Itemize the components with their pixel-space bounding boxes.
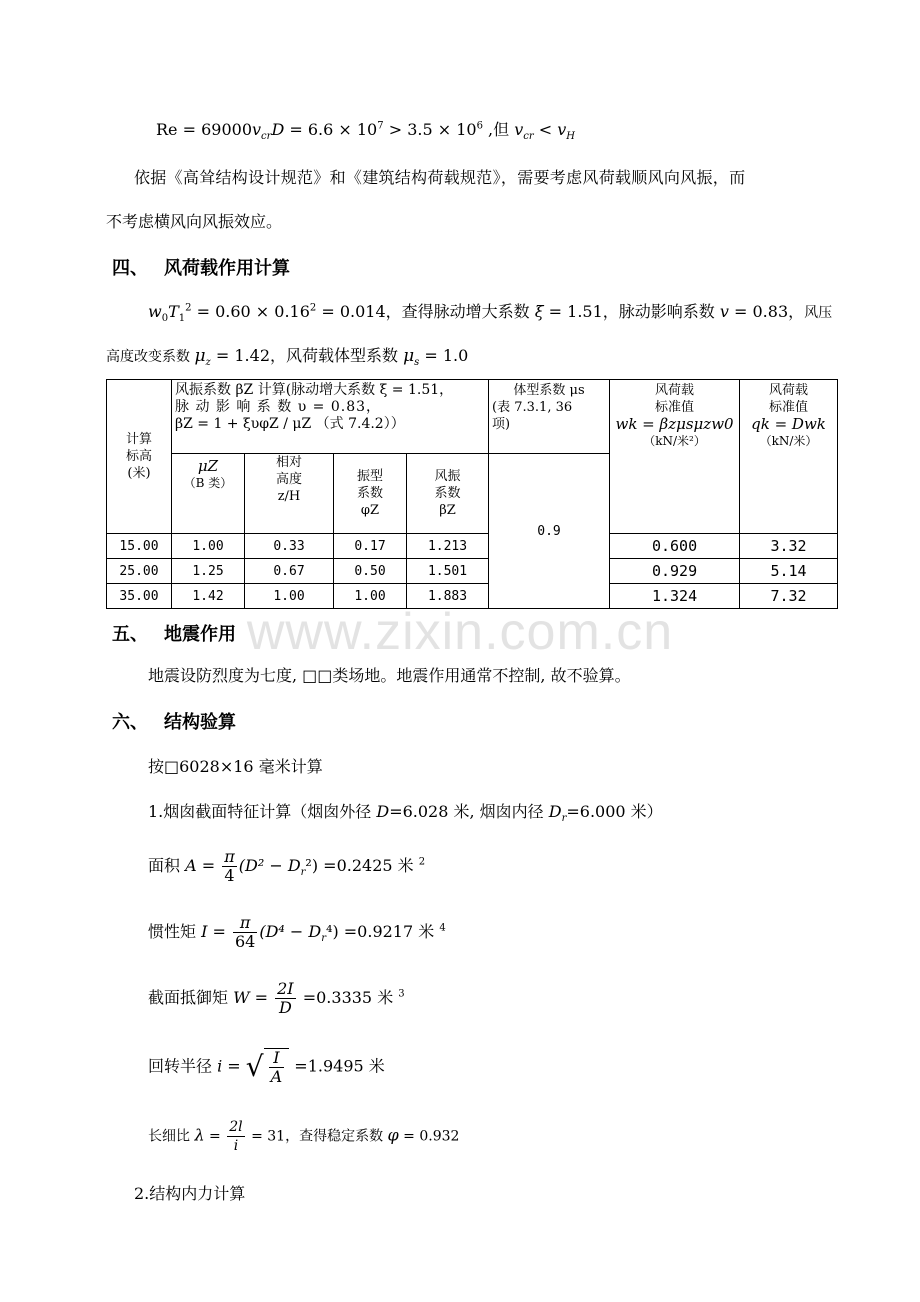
cell-beta: 1.883 bbox=[407, 584, 489, 609]
cell-relative-height: 0.67 bbox=[245, 559, 334, 584]
seismic-note: 地震设防烈度为七度, □□类场地。地震作用通常不控制, 故不验算。 bbox=[148, 666, 631, 685]
cell-mode: 0.17 bbox=[334, 534, 407, 559]
area-formula: 面积 A = $\frac{\pi}{4}$ $(D^2 - D_r^2) =0.2425$ 米 $^2$ bbox=[148, 847, 426, 885]
cell-mu: 1.00 bbox=[172, 534, 245, 559]
subheader-vibration-coefficient: 风振 系数 βZ bbox=[407, 454, 489, 534]
cell-qk: 7.32 bbox=[740, 584, 838, 609]
section-modulus-formula: 截面抵御矩 W = $\frac{2I}{D}$ =0.3335 米 $^3$ bbox=[148, 979, 405, 1017]
cell-wk: 1.324 bbox=[610, 584, 740, 609]
cell-height: 25.00 bbox=[107, 559, 172, 584]
section-heading: 五、 地震作用 bbox=[112, 624, 236, 645]
cell-height: 35.00 bbox=[107, 584, 172, 609]
table-row bbox=[107, 534, 838, 559]
wind-coefficients-line: 高度改变系数 $\mu_z = 1.42$，风荷载体型系数 $\mu_s = 1.0$ bbox=[106, 346, 469, 368]
paragraph-line: 不考虑横风向风振效应。 bbox=[106, 212, 283, 231]
cell-wk: 0.600 bbox=[610, 534, 740, 559]
cell-height: 15.00 bbox=[107, 534, 172, 559]
paragraph-line: 依据《高耸结构设计规范》和《建筑结构荷载规范》，需要考虑风荷载顺风向风振，而 bbox=[134, 168, 746, 187]
column-header-wind-vibration: 风振系数 βZ 计算(脉动增大系数 ξ = 1.51， 脉 动 影 响 系 数 υ = 0.83， βZ = 1 + ξυφZ / μZ （式 7.4.2）） bbox=[172, 380, 489, 454]
section-heading: 六、 结构验算 bbox=[112, 712, 236, 733]
cell-relative-height: 0.33 bbox=[245, 534, 334, 559]
cell-mode: 0.50 bbox=[334, 559, 407, 584]
inertia-formula: 惯性矩 I = $\frac{\pi}{64}$ $(D^4 - D_r^4) =0.9217$ 米 $^4$ bbox=[148, 913, 446, 951]
shape-coefficient-value: 0.9 bbox=[489, 454, 610, 609]
cell-beta: 1.501 bbox=[407, 559, 489, 584]
column-header-standard-line-load: 风荷载 标准值 qk = Dwk （kN/米） bbox=[740, 380, 838, 534]
reynolds-equation: $Re = 69000v_{cr}D = 6.6 \times 10^7 > 3.5 \times 10^6$ ,但 $v_{cr} < v_H$ bbox=[156, 120, 576, 143]
table-row bbox=[107, 559, 838, 584]
column-header-standard-pressure: 风荷载 标准值 wk = βzμsμzw0 （kN/米²） bbox=[610, 380, 740, 534]
column-header-height: 计算 标高 (米) bbox=[107, 380, 172, 534]
section-intro: 按□6028×16 毫米计算 bbox=[148, 757, 323, 776]
column-header-shape-coefficient: 体型系数 μs (表 7.3.1, 36 项) bbox=[489, 380, 610, 454]
cell-wk: 0.929 bbox=[610, 559, 740, 584]
table-row bbox=[107, 584, 838, 609]
cell-qk: 3.32 bbox=[740, 534, 838, 559]
item-2-heading: 2.结构内力计算 bbox=[134, 1184, 246, 1203]
subheader-relative-height: 相对 高度 z/H bbox=[245, 454, 334, 534]
cell-beta: 1.213 bbox=[407, 534, 489, 559]
section-heading: 四、 风荷载作用计算 bbox=[112, 258, 290, 279]
subheader-mode-coefficient: 振型 系数 φZ bbox=[334, 454, 407, 534]
slenderness-formula: 长细比 λ = $\frac{2l}{i}$ = 31，查得稳定系数 φ = 0.932 bbox=[148, 1119, 460, 1154]
cell-mu: 1.25 bbox=[172, 559, 245, 584]
wind-load-table bbox=[106, 379, 838, 609]
cell-relative-height: 1.00 bbox=[245, 584, 334, 609]
wind-parameters-line: $w_0T_1^2 = 0.60 \times 0.16^2 = 0.014$，查得脉动增大系数 ξ = 1.51，脉动影响系数 v = 0.83，风压 bbox=[148, 302, 833, 325]
cell-mu: 1.42 bbox=[172, 584, 245, 609]
radius-of-gyration-formula: 回转半径 i = √ $\frac{I}{A}$ =1.9495 米 bbox=[148, 1048, 385, 1086]
subheader-mu: μZ （B 类） bbox=[172, 454, 245, 534]
cell-mode: 1.00 bbox=[334, 584, 407, 609]
item-1-heading: 1.烟囱截面特征计算（烟囱外径 D=6.028 米, 烟囱内径 $D_r=6.000$ 米） bbox=[148, 802, 663, 825]
watermark: www.zixin.com.cn bbox=[246, 603, 674, 661]
cell-qk: 5.14 bbox=[740, 559, 838, 584]
